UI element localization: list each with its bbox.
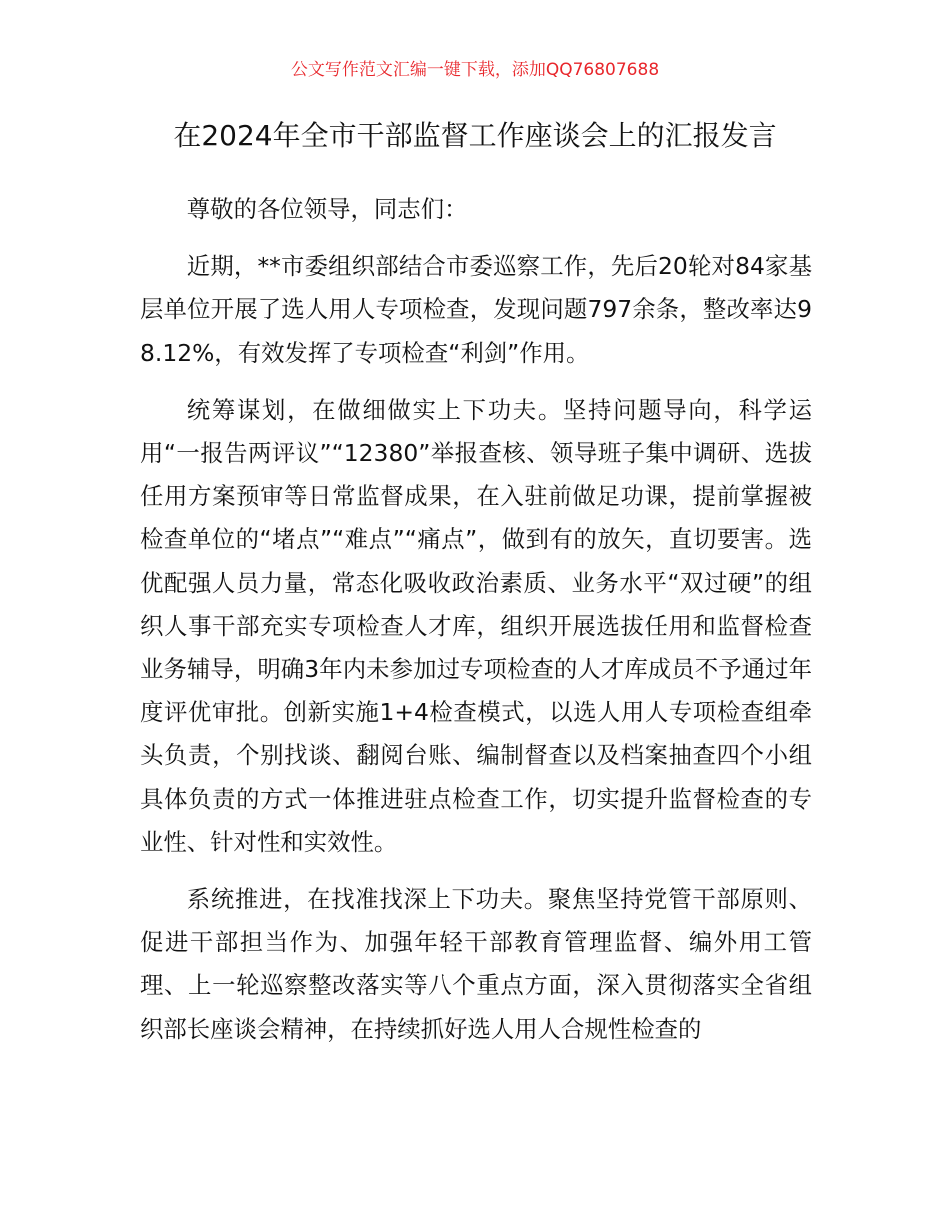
- paragraph-planning: 统筹谋划，在做细做实上下功夫。坚持问题导向，科学运用“一报告两评议”“12380”举报查核、领导班子集中调研、选拔任用方案预审等日常监督成果，在入驻前做足功课，提前掌握被检查单位的“堵点”“难点”“痛点”，做到有的放矢，直切要害。选优配强人员力量，常态化吸收政治素质、业务水平“双过硬”的组织人事干部充实专项检查人才库，组织开展选拔任用和监督检查业务辅导，明确3年内未参加过专项检查的人才库成员不予通过年度评优审批。创新实施1+4检查模式，以选人用人专项检查组牵头负责，个别找谈、翻阅台账、编制督查以及档案抽查四个小组具体负责的方式一体推进驻点检查工作，切实提升监督检查的专业性、针对性和实效性。: [140, 395, 812, 856]
- document-title: 在2024年全市干部监督工作座谈会上的汇报发言: [173, 119, 777, 152]
- salutation: 尊敬的各位领导，同志们：: [186, 195, 468, 223]
- paragraph-advancing: 系统推进，在找准找深上下功夫。聚焦坚持党管干部原则、促进干部担当作为、加强年轻干部教育管理监督、编外用工管理、上一轮巡察整改落实等八个重点方面，深入贯彻落实全省组织部长座谈会精神，在持续抓好选人用人合规性检查的: [140, 885, 812, 1043]
- download-promo-note: 公文写作范文汇编一键下载，添加QQ76807688: [290, 60, 660, 80]
- document-body: [140, 188, 812, 1065]
- paragraph-intro: 近期，**市委组织部结合市委巡察工作，先后20轮对84家基层单位开展了选人用人专项检查，发现问题797余条，整改率达98.12%，有效发挥了专项检查“利剑”作用。: [140, 252, 812, 367]
